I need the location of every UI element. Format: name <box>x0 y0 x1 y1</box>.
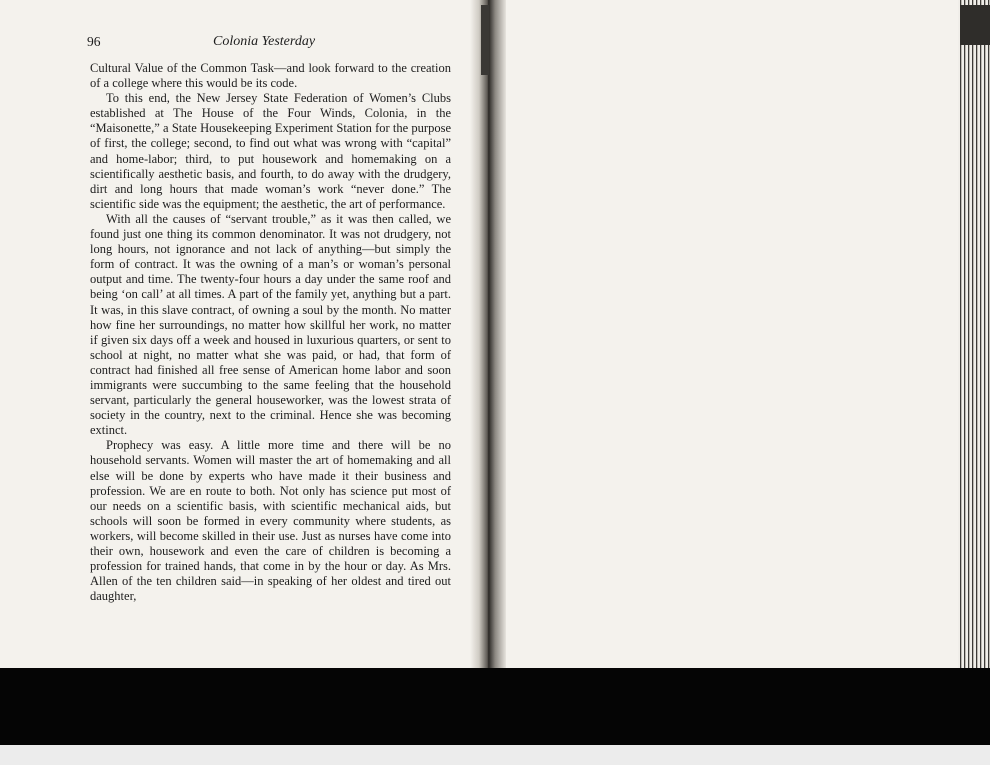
left-page-text <box>90 61 451 604</box>
paragraph: Prophecy was easy. A little more time and there will be no household servants. Women will master the art of homemaking and all else will be done by experts who have made it their business and profession. We are en route to both. Not only has science put most of our needs on a scientific basis, with scientific mechanical aids, but schools will soon be formed in every community where students, as workers, will become skilled in their use. Just as nurses have come into their own, housework and even the care of children is becoming a profession for trained hands, that come in by the hour or day. As Mrs. Allen of the ten children said—in speaking of her oldest and tired out daughter, <box>90 438 451 604</box>
paragraph: Cultural Value of the Common Task—and look forward to the creation of a college where this would be its code. <box>90 61 451 91</box>
page-edges <box>958 0 990 668</box>
right-page <box>497 0 967 668</box>
scan-bottom-margin <box>0 745 990 765</box>
paragraph: To this end, the New Jersey State Federation of Women’s Clubs established at The House of the Four Winds, Colonia, in the “Maisonette,” a State Housekeeping Experiment Station for the purpose of first, the college; second, to find out what was wrong with “capital” and home-labor; third, to put housework and homemaking on a scientifically aesthetic basis, and fourth, to do away with the drudgery, dirt and long hours that made woman’s work “never done.” The scientific side was the equipment; the aesthetic, the art of performance. <box>90 91 451 211</box>
page-edges-shadow <box>960 5 990 45</box>
running-head-left: Colonia Yesterday <box>213 34 316 49</box>
gutter-shadow <box>481 5 489 75</box>
page-number-left: 96 <box>87 34 101 49</box>
scan-bottom-shadow <box>0 668 990 745</box>
paragraph: With all the causes of “servant trouble,” as it was then called, we found just one thing its common denominator. It was not drudgery, not long hours, not ignorance and not lack of anything—but simply the form of contract. It was the owning of a man’s or woman’s personal output and time. The twenty-four hours a day under the same roof and being ‘on call’ at all times. A part of the family yet, anything but a part. It was, in this slave contract, of owning a soul by the month. No matter how fine her surroundings, no matter how skillful her work, no matter if given six days off a week and housed in luxurious quarters, or sent to school at night, no matter what she was paid, or had, that form of contract had finished all free sense of American home labor and soon immigrants were succumbing to the same feeling that the household servant, particularly the general houseworker, was the lowest strata of society in the country, next to the criminal. Hence she was becoming extinct. <box>90 211 451 438</box>
left-page <box>0 0 480 668</box>
